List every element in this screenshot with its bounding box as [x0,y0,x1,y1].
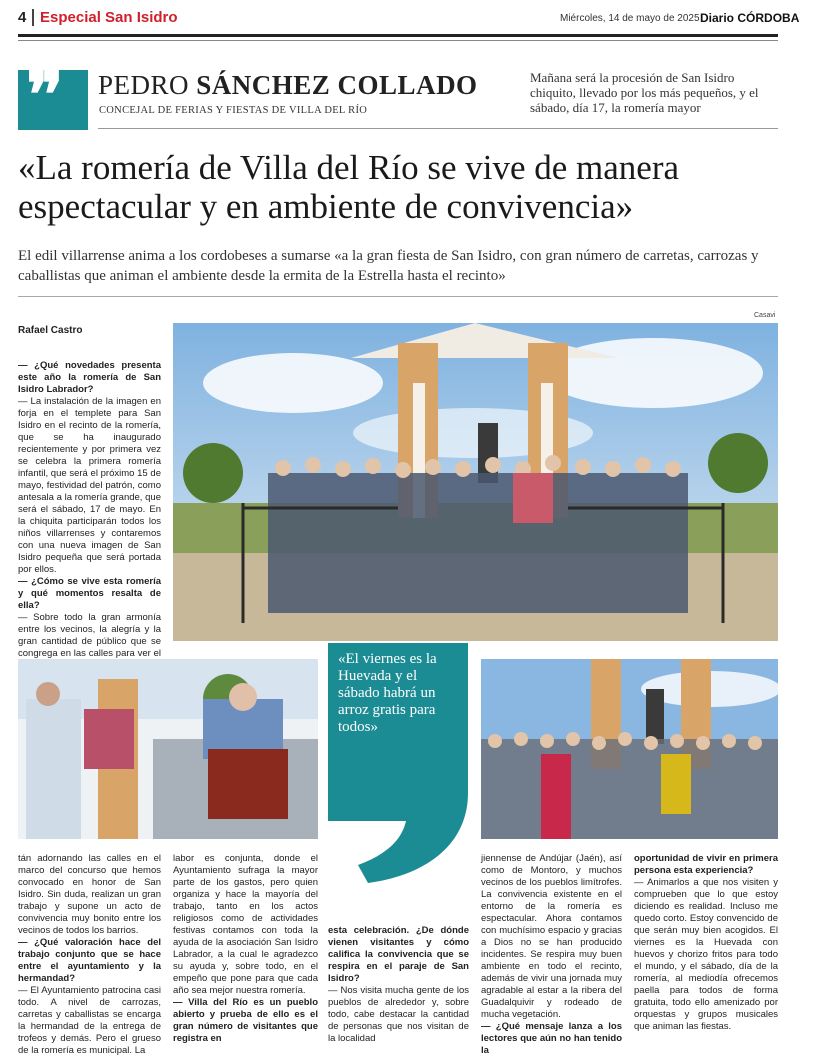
answer-2: — Sobre todo la gran armonía entre los vecinos, la alegría y la gran cantidad de público que se congrega en las calles para ver el [18,612,161,659]
intro-divider [98,128,778,129]
pull-quote-box [328,643,468,883]
quote-mark-glyph: ❞ [26,53,64,136]
quote-mark-icon [18,53,88,136]
question-2: — ¿Cómo se vive esta romería y qué momentos resalta de ella? [18,576,161,611]
question-1: — ¿Qué novedades presenta este año la romería de San Isidro Labrador? [18,360,161,395]
speaker-photo-illustration [18,659,318,839]
article-column-6 [634,853,778,1033]
page-number: 4 [18,9,27,26]
main-photo-illustration [173,323,778,641]
question-5-continued: oportunidad de vivir en primera persona esta experiencia? [634,853,778,876]
byline: Rafael Castro [18,325,83,336]
interviewee-last-name: SÁNCHEZ COLLADO [196,70,478,100]
question-4-continued: esta celebración. ¿De dónde vienen visitantes y cómo califica la convivencia que se respira en el paraje de San Isidro? [328,925,469,984]
answer-2-continued: tán adornando las calles en el marco del concurso que hemos convocado en honor de San Isidro. Sin duda, realizan un gran trabajo y supone un acto de convivencia muy bonito entre los vecinos de todos los barrios. [18,853,161,936]
newspaper-name [700,11,799,25]
answer-4-continued: jiennense de Andújar (Jaén), así como de Montoro, y muchos vecinos de los pueblos limítrofes. La convivencia existente en el entorno de la romería es espectacular. Ahora contamos con muchísimo espacio y gracias a Dios no se han producido incidentes. Se respira muy buen ambiente en todo el recinto, además de vivir una jornada muy agradable al estar a la ribera del Guadalquivir y rodeado de mucha vegetación. [481,853,622,1020]
header-divider [32,9,34,26]
newspaper-prefix: Diario [700,11,735,25]
header-rule-thin [18,40,778,41]
answer-1: — La instalación de la imagen en forja en el templete para San Isidro en el recinto de la romería, que se ha inaugurado recientemente y por primera vez se celebra la primera romería infantil, que será el próximo 15 de mayo, festividad del patrón, como antesala a la romería grande, que será el sábado, 17 de mayo. En la chiquita participarán todos los niños villarrenses y contaremos con una nueva imagen de San Isidro pequeña que será portada por ellos. [18,396,161,575]
romeria-photo-illustration [481,659,778,839]
article-column-2 [18,853,161,1057]
interviewee-role: CONCEJAL DE FERIAS Y FIESTAS DE VILLA DEL RÍO [99,105,368,116]
headline: «La romería de Villa del Río se vive de manera espectacular y en ambiente de convivencia» [18,148,680,226]
pull-quote-text: «El viernes es la Huevada y el sábado habrá un arroz gratis para todos» [338,651,437,735]
interviewee-name [98,70,478,101]
section-title: Especial San Isidro [40,9,178,26]
interviewee-first-name: PEDRO [98,70,190,100]
answer-4: — Nos visita mucha gente de los pueblos de alrededor y, sobre todo, cabe destacar la cantidad de personas que nos visitan de la localidad [328,985,469,1044]
answer-3-continued: labor es conjunta, donde el Ayuntamiento sufraga la mayor parte de los gastos, pero quien organiza y hace la mayoría del trabajo, tanto en los actos religiosos como de actividades festivas contamos con toda la ayuda de la asociación San Isidro Labrador, a la cual le agradezco su ayuda y, sobre todo, en el empeño que pone para que cada año sea mejor nuestra romería. [173,853,318,996]
article-column-3 [173,853,318,1045]
article-column-4 [328,925,469,1045]
issue-date: Miércoles, 14 de mayo de 2025 [560,13,700,24]
article-column-1 [18,360,161,696]
subhead-divider [18,296,778,297]
photo-credit: Casavi [754,312,776,319]
answer-3: — El Ayuntamiento patrocina casi todo. A nivel de carrozas, carretas y caballistas se encarga la hermandad de la entrega de trofeos y demás. Pero el grueso de la romería es municipal. La [18,985,161,1056]
main-group-photo [173,323,778,641]
answer-5: — Animarlos a que nos visiten y comprueben que lo que estoy diciendo es realidad. Incluso me quedo corto. Estoy convencido de que serán muy bien acogidos. El viernes es la Huevada con huevos y chorizo fritos para todo el mundo, y el sábado, día de la romería, al mediodía ofrecemos paella para todos de forma gratuita, todo ello amenizado por orquestas y grupos musicales que animan las fiestas. [634,877,778,1032]
question-4: — Villa del Río es un pueblo abierto y prueba de ello es el gran número de visitantes que registra en [173,997,318,1044]
speaker-photo [18,659,318,839]
subheadline: El edil villarrense anima a los cordobeses a sumarse «a la gran fiesta de San Isidro, con gran número de carretas, carrozas y caballistas que animan el ambiente desde la ermita de la Estrella hasta el recinto» [18,248,759,284]
question-5: — ¿Qué mensaje lanza a los lectores que aún no han tenido la [481,1021,622,1056]
newspaper-brand: CÓRDOBA [737,11,800,25]
article-column-5 [481,853,622,1057]
intro-text: Mañana será la procesión de San Isidro chiquito, llevado por los más pequeños, y el sábado, día 17, la romería mayor [530,70,759,115]
question-3: — ¿Qué valoración hace del trabajo conjunto que se hace entre el ayuntamiento y la hermandad? [18,937,161,984]
romeria-group-photo [481,659,778,839]
header-rule [18,34,778,37]
